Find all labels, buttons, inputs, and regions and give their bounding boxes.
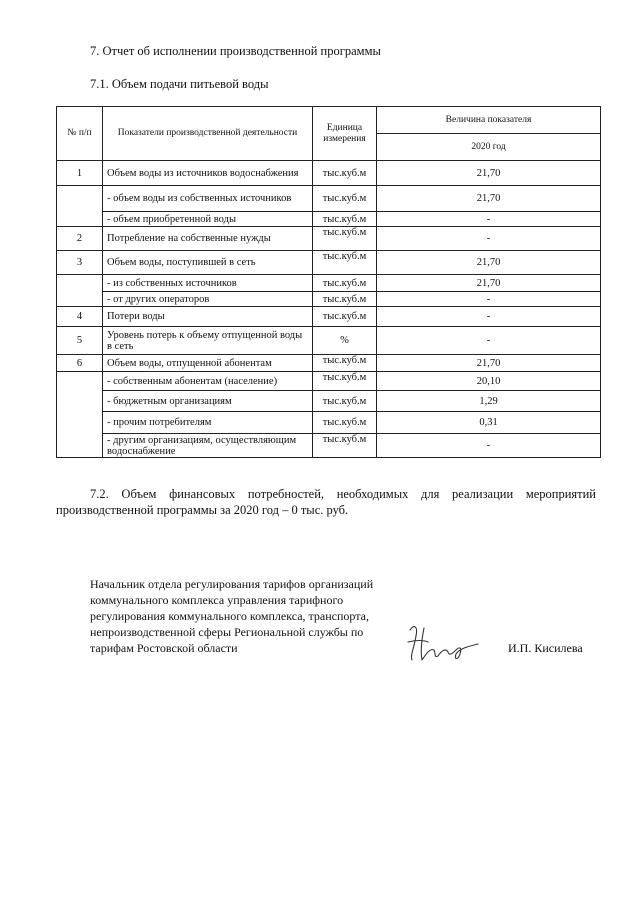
row-value: 21,70 <box>377 355 601 372</box>
row-value: 21,70 <box>377 161 601 186</box>
row-unit: тыс.куб.м <box>313 372 377 391</box>
row-value: - <box>377 434 601 458</box>
row-name: Потери воды <box>103 307 313 327</box>
row-num: 3 <box>57 251 103 275</box>
row-name: Потребление на собственные нужды <box>103 227 313 251</box>
row-unit: тыс.куб.м <box>313 307 377 327</box>
row-name: - собственным абонентам (население) <box>103 372 313 391</box>
row-value: - <box>377 227 601 251</box>
table-row <box>57 434 601 458</box>
row-num: 4 <box>57 307 103 327</box>
table-row <box>57 275 601 292</box>
table-row <box>57 161 601 186</box>
row-num: 2 <box>57 227 103 251</box>
table-row <box>57 412 601 434</box>
row-name: Уровень потерь к объему отпущенной воды в сеть <box>103 327 313 355</box>
row-unit: тыс.куб.м <box>313 292 377 307</box>
header-unit: Единица измерения <box>313 107 377 161</box>
row-unit: тыс.куб.м <box>313 161 377 186</box>
row-unit: тыс.куб.м <box>313 227 377 251</box>
row-value: 21,70 <box>377 251 601 275</box>
row-num: 5 <box>57 327 103 355</box>
table-row <box>57 212 601 227</box>
row-unit: тыс.куб.м <box>313 186 377 212</box>
row-name: - от других операторов <box>103 292 313 307</box>
row-unit: тыс.куб.м <box>313 251 377 275</box>
header-num: № п/п <box>57 107 103 161</box>
header-value: Величина показателя <box>377 107 601 134</box>
row-unit: тыс.куб.м <box>313 434 377 458</box>
row-unit: тыс.куб.м <box>313 275 377 292</box>
header-year: 2020 год <box>377 134 601 161</box>
row-value: 1,29 <box>377 391 601 412</box>
row-num: 6 <box>57 355 103 372</box>
table-row <box>57 355 601 372</box>
table-row <box>57 227 601 251</box>
row-name: - из собственных источников <box>103 275 313 292</box>
row-name: Объем воды из источников водоснабжения <box>103 161 313 186</box>
row-num <box>57 372 103 458</box>
row-unit: тыс.куб.м <box>313 412 377 434</box>
row-name: - другим организациям, осуществляющим водоснабжение <box>103 434 313 458</box>
row-value: 0,31 <box>377 412 601 434</box>
signatory-position: Начальник отдела регулирования тарифов организаций коммунального комплекса управления тарифного регулирования коммунального комплекса, транспорта, непроизводственной сферы Региональной службы по тарифам Ростовской области <box>90 577 374 655</box>
row-value: 20,10 <box>377 372 601 391</box>
row-name: - прочим потребителям <box>103 412 313 434</box>
row-name: - объем воды из собственных источников <box>103 186 313 212</box>
row-num <box>57 186 103 227</box>
header-indicator: Показатели производственной деятельности <box>103 107 313 161</box>
table-row <box>57 307 601 327</box>
table-row <box>57 391 601 412</box>
row-name: Объем воды, поступившей в сеть <box>103 251 313 275</box>
row-value: - <box>377 292 601 307</box>
row-unit: % <box>313 327 377 355</box>
section-7-2-paragraph: 7.2. Объем финансовых потребностей, необходимых для реализации мероприятий производственной программы за 2020 год – 0 тыс. руб. <box>56 487 596 517</box>
table-row <box>57 251 601 275</box>
row-value: 21,70 <box>377 275 601 292</box>
row-unit: тыс.куб.м <box>313 212 377 227</box>
row-unit: тыс.куб.м <box>313 391 377 412</box>
row-value: - <box>377 327 601 355</box>
row-unit: тыс.куб.м <box>313 355 377 372</box>
section-7-1-title: 7.1. Объем подачи питьевой воды <box>90 77 269 91</box>
table-row <box>57 372 601 391</box>
row-name: - бюджетным организациям <box>103 391 313 412</box>
row-value: - <box>377 307 601 327</box>
row-value: 21,70 <box>377 186 601 212</box>
row-name: Объем воды, отпущенной абонентам <box>103 355 313 372</box>
table-row <box>57 292 601 307</box>
water-supply-table <box>56 106 601 458</box>
row-value: - <box>377 212 601 227</box>
row-num <box>57 275 103 307</box>
table-row <box>57 186 601 212</box>
signatory-name: И.П. Кисилева <box>508 641 583 655</box>
handwritten-signature <box>404 620 482 666</box>
section-7-title: 7. Отчет об исполнении производственной программы <box>90 44 381 58</box>
row-name: - объем приобретенной воды <box>103 212 313 227</box>
row-num: 1 <box>57 161 103 186</box>
table-row <box>57 327 601 355</box>
